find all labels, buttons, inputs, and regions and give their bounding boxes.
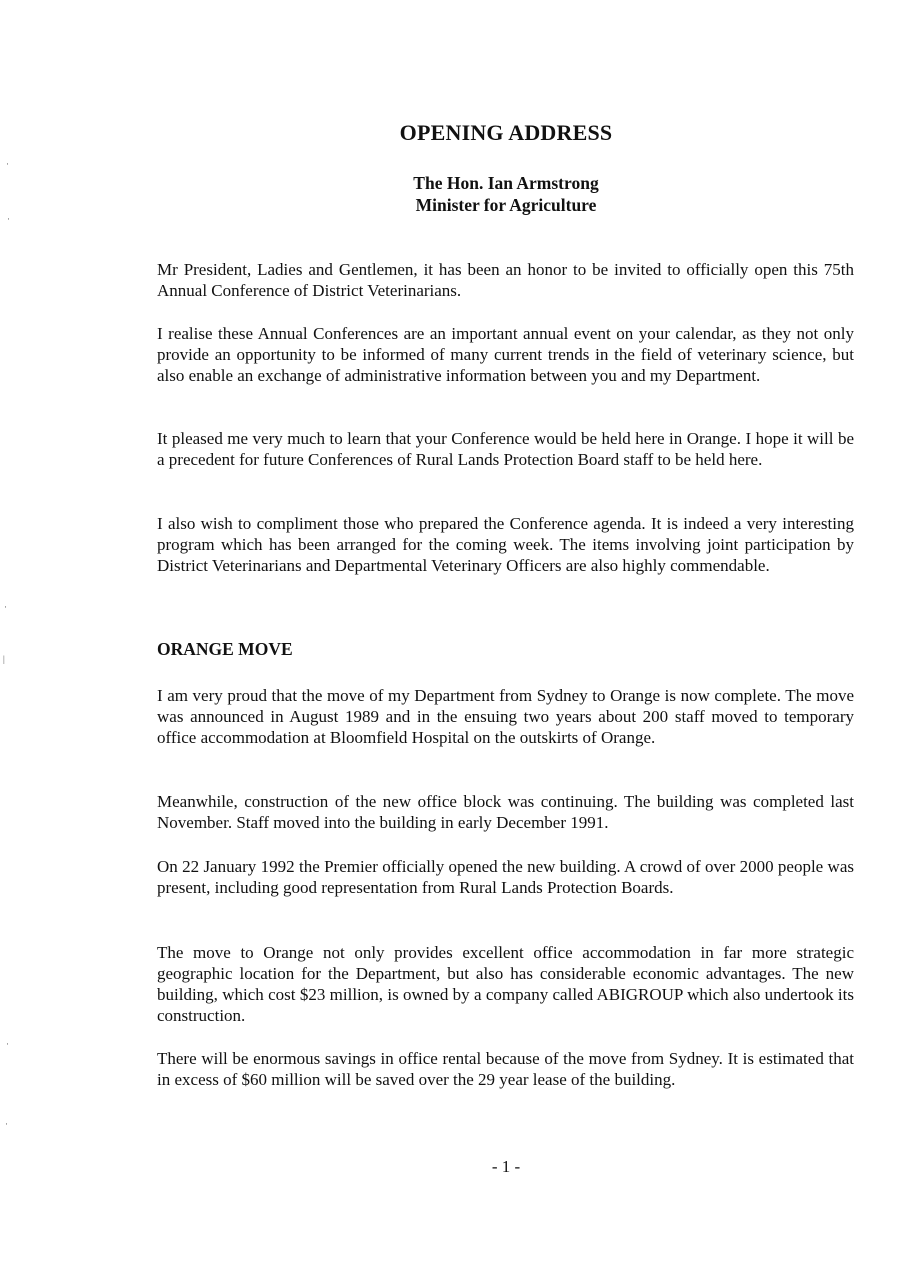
author-position: Minister for Agriculture (415, 195, 597, 215)
paragraph-construction: Meanwhile, construction of the new office block was continuing. The building was completed last November. Staff moved into the building in early December 1991. (157, 792, 854, 832)
scan-speck: · (4, 602, 7, 612)
paragraph-rental-savings: There will be enormous savings in office rental because of the move from Sydney. It is estimated that in excess of $60 million will be saved over the 29 year lease of the building. (157, 1049, 854, 1089)
scan-speck: | (3, 654, 5, 664)
paragraph-orange-venue: It pleased me very much to learn that your Conference would be held here in Orange. I hope it will be a precedent for future Conferences of Rural Lands Protection Board staff to be held here. (157, 429, 854, 469)
scan-speck: · (6, 1039, 9, 1049)
paragraph-greeting: Mr President, Ladies and Gentlemen, it has been an honor to be invited to officially open this 75th Annual Conference of District Veterinarians. (157, 260, 854, 300)
document-title: OPENING ADDRESS (399, 120, 613, 145)
paragraph-agenda: I also wish to compliment those who prepared the Conference agenda. It is indeed a very interesting program which has been arranged for the coming week. The items involving joint participation by District Veterinarians and Departmental Veterinary Officers are also highly commendable. (157, 514, 854, 575)
paragraph-official-opening: On 22 January 1992 the Premier officially opened the new building. A crowd of over 2000 people was present, including good representation from Rural Lands Protection Boards. (157, 857, 854, 897)
scan-speck: · (5, 1119, 8, 1129)
author-block (0, 172, 900, 216)
author-name: The Hon. Ian Armstrong (413, 173, 599, 193)
scan-speck: · (7, 214, 10, 224)
scan-speck: · (6, 159, 9, 169)
paragraph-move-complete: I am very proud that the move of my Department from Sydney to Orange is now complete. The move was announced in August 1989 and in the ensuing two years about 200 staff moved to temporary office accommodation at Bloomfield Hospital on the outskirts of Orange. (157, 686, 854, 747)
paragraph-economic-advantages: The move to Orange not only provides excellent office accommodation in far more strategic geographic location for the Department, but also has considerable economic advantages. The new building, which cost $23 million, is owned by a company called ABIGROUP which also undertook its construction. (157, 943, 854, 1025)
paragraph-annual-conferences: I realise these Annual Conferences are an important annual event on your calendar, as they not only provide an opportunity to be informed of many current trends in the field of veterinary science, but also enable an exchange of administrative information between you and my Department. (157, 324, 854, 385)
section-heading: ORANGE MOVE (157, 639, 293, 659)
page-number: - 1 - (491, 1157, 521, 1176)
